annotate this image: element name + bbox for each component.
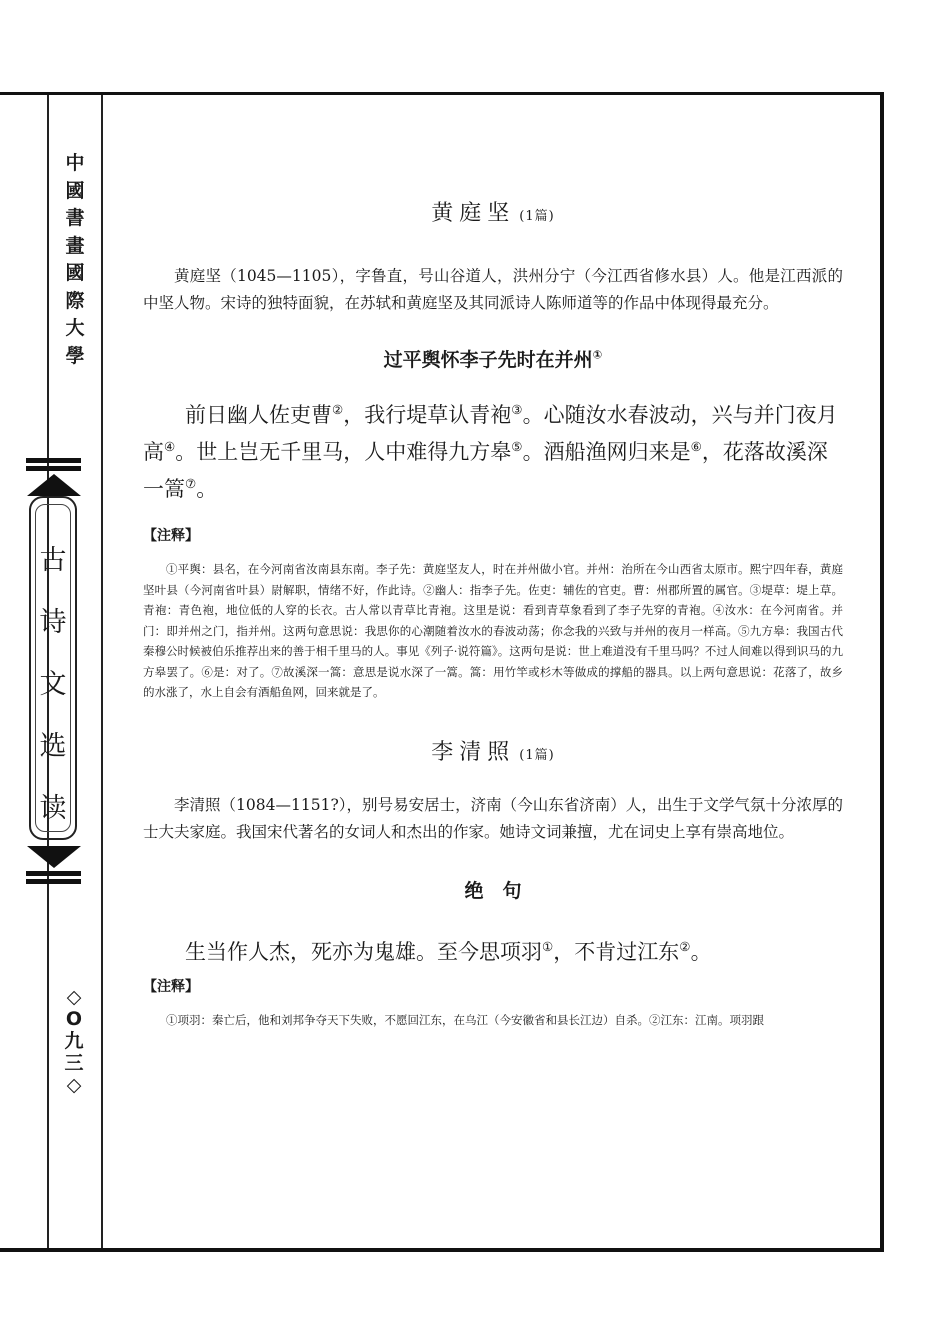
main-content xyxy=(143,196,843,1030)
work-count: (1篇) xyxy=(519,209,555,224)
poem-line: ，不肯过江东 xyxy=(553,939,680,964)
author-name: 李清照 xyxy=(431,739,516,765)
poem-title-text: 过平舆怀李子先时在并州 xyxy=(383,349,593,371)
spine-book-title: 古 诗 文 选 读 xyxy=(39,545,67,824)
poem-line: 。世上岂无千里马，人中难得九方皋 xyxy=(175,440,512,464)
spine-ornament-top xyxy=(26,458,81,496)
footnote-marker: ③ xyxy=(511,402,523,417)
poem-line: ，我行堤草认青袍 xyxy=(343,403,512,427)
footnote-marker: ② xyxy=(679,938,691,954)
author-name: 黄庭坚 xyxy=(431,201,516,226)
footnote-marker: ⑤ xyxy=(511,439,523,454)
poem-line: 。 xyxy=(690,939,712,964)
spine-border-right xyxy=(101,95,103,1248)
spine-university-name: 中 國 書 畫 國 際 大 學 xyxy=(65,152,85,367)
work-count: (1篇) xyxy=(519,747,555,763)
footnote-marker: ④ xyxy=(164,439,176,454)
notes-body-1: ①平舆：县名，在今河南省汝南县东南。李子先：黄庭坚友人，时在并州做小官。并州：治所在今山西省太原市。熙宁四年春，黄庭坚叶县（今河南省叶县）尉解职，情绪不好，作此诗。②幽人：指李子先。佐吏：辅佐的官吏。曹：州郡所置的属官。③堤草：堤上草。青袍：青色袍，地位低的人穿的长衣。古人常以青草比青袍。这里是说：看到青草象看到了李子先穿的青袍。④汝水：在今河南省。并门：即并州之门，指并州。这两句意思说：我思你的心潮随着汝水的春波动荡；你念我的兴致与并州的夜月一样高。⑤九方皋：我国古代秦穆公时候被伯乐推荐出来的善于相千里马的人。事见《列子·说符篇》。这两句是说：世上难道没有千里马吗？不过人间难以得到识马的九方皋罢了。⑥是：对了。⑦故溪深一篙：意思是说水深了一篙。篙：用竹竿或杉木等做成的撑船的器具。以上两句意思说：花落了，故乡的水涨了，水上自会有酒船鱼网，回来就是了。 xyxy=(143,562,843,699)
poem-body-1 xyxy=(143,394,843,505)
frame-bottom-border xyxy=(0,1248,884,1252)
poem-line: 。 xyxy=(196,477,218,501)
poem-line: 生当作人杰，死亦为鬼雄。至今思项羽 xyxy=(185,939,542,964)
author-bio-li: 李清照（1084—1151?），别号易安居士，济南（今山东省济南）人，出生于文学气氛十分浓厚的士大夫家庭。我国宋代著名的女词人和杰出的作家。她诗文词兼擅，尤在词史上享有崇高地位。 xyxy=(143,795,843,841)
author-bio-huang: 黄庭坚（1045—1105），字鲁直，号山谷道人，洪州分宁（今江西省修水县）人。他是江西派的中坚人物。宋诗的独特面貌，在苏轼和黄庭坚及其同派诗人陈师道等的作品中体现得最充分。 xyxy=(143,267,843,312)
frame-top-border xyxy=(0,92,884,95)
notes-heading-2: 【注释】 xyxy=(143,978,199,995)
notes-heading-1: 【注释】 xyxy=(143,528,199,544)
spine-ornament-bottom xyxy=(26,846,81,884)
poem-line: 前日幽人佐吏曹 xyxy=(185,403,332,427)
page-number: ◇ O 九 三 ◇ xyxy=(64,986,84,1096)
footnote-marker: ⑦ xyxy=(185,476,197,491)
poem-line: 。心随汝水春波动，兴与并门夜月高 xyxy=(143,403,838,464)
poem-line: ，花落故溪深一篙 xyxy=(143,440,828,501)
footnote-marker: ② xyxy=(332,402,344,417)
footnote-marker: ⑥ xyxy=(690,439,702,454)
footnote-marker: ① xyxy=(542,938,554,954)
poem-title-1 xyxy=(143,345,843,372)
poem-body-2 xyxy=(143,931,843,968)
author-heading-li xyxy=(143,735,843,766)
notes-body-2: ①项羽：秦亡后，他和刘邦争夺天下失败，不愿回江东，在乌江（今安徽省和县长江边）自杀。②江东：江南。项羽跟 xyxy=(166,1012,764,1027)
poem-line: 。酒船渔网归来是 xyxy=(522,440,691,464)
footnote-marker: ① xyxy=(592,347,603,362)
poem-title-2: 绝 句 xyxy=(464,879,522,902)
author-heading-huang xyxy=(143,196,843,227)
frame-right-border xyxy=(880,92,884,1252)
